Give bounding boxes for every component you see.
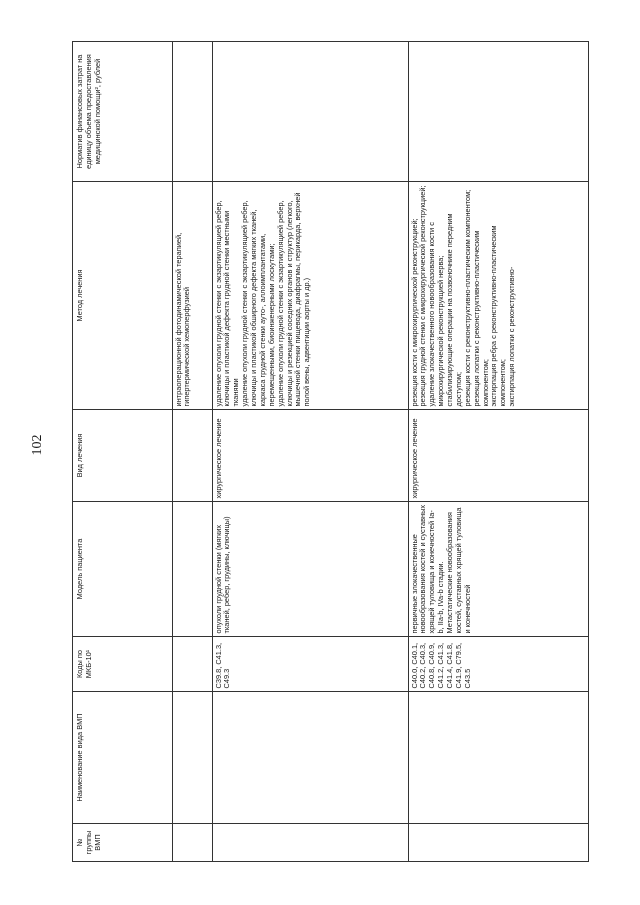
header-name: Наименование вида ВМП xyxy=(73,692,173,824)
method-item: стабилизирующие операции на позвоночнике передним доступом; xyxy=(445,213,463,407)
cell-model xyxy=(173,502,213,637)
method-item: резекция лопатки с реконструктивно-пластическим компонентом; xyxy=(471,230,490,407)
vmp-table xyxy=(72,41,589,862)
cell-method xyxy=(173,182,213,410)
cell-type: хирургическое лечение xyxy=(213,410,409,502)
cell-group xyxy=(409,824,589,862)
table-row xyxy=(173,42,213,862)
header-type: Вид лечения xyxy=(73,410,173,502)
cell-model: первичные злокачественные новообразования костей и суставных хрящей туловища и конечностей Ia-b, IIa-b, IVa-b стадии. Метастатические новообразования костей, суставных хрящей туловища и конечностей xyxy=(409,502,589,637)
page-number: 102 xyxy=(30,434,45,456)
cell-type xyxy=(173,410,213,502)
rotated-table-wrapper xyxy=(72,42,588,862)
header-model: Модель пациента xyxy=(73,502,173,637)
cell-group xyxy=(173,824,213,862)
table-header-row xyxy=(73,42,173,862)
cell-type: хирургическое лечение xyxy=(409,410,589,502)
cell-name xyxy=(409,692,589,824)
cell-method xyxy=(213,182,409,410)
header-group: № группы ВМП xyxy=(73,824,173,862)
method-item: интраоперационной фотодинамической терапией, гипертермической хемоперфузией xyxy=(173,232,192,407)
method-item: резекция грудной стенки с микрохирургической реконструкцией; xyxy=(418,185,428,407)
cell-name xyxy=(213,692,409,824)
method-item: экстирпация лопатки с реконструктивно- xyxy=(507,266,517,407)
cell-norm xyxy=(409,42,589,182)
cell-codes: C39.8, C41.3, C49.3 xyxy=(213,637,409,692)
method-item: удаление опухоли грудной стенки с экзартикуляцией ребер, ключицы и резекцией соседних органов и структур (легкого, мышечной стенки пищевода, диафрагмы, перикарда, верхней полой вены, адвентиции аорты и др.) xyxy=(275,192,312,407)
cell-name xyxy=(173,692,213,824)
method-item: резекция кости с реконструктивно-пластическим компонентом; xyxy=(462,189,472,407)
method-item: резекция кости с микрохирургической реконструкцией; xyxy=(409,218,419,407)
table-row xyxy=(409,42,589,862)
cell-codes: C40.0, C40.1, C40.2, C40.3, C40.8, C40.9, C41.2, C41.3, C41.4, C41.8, C41.9, C79.5, C43.5 xyxy=(409,637,589,692)
method-item: удаление опухоли грудной стенки с экзартикуляцией ребер, ключицы и пластикой дефекта грудной стенки местными тканями xyxy=(213,200,241,407)
header-norm: Норматив финансовых затрат на единицу объема предоставления медицинской помощи², рублей xyxy=(73,42,173,182)
table-row xyxy=(213,42,409,862)
header-codes: Коды по МКБ-10¹ xyxy=(73,637,173,692)
cell-norm xyxy=(173,42,213,182)
cell-method xyxy=(409,182,589,410)
cell-model: опухоли грудной стенки (мягких тканей, ребер, грудины, ключицы) xyxy=(213,502,409,637)
method-item: удаление опухоли грудной стенки с экзартикуляцией ребер, ключицы и пластикой обширного дефекта мягких тканей, каркаса грудной стенки ауто-, аллоимплантатами, перемещенными, биоинженерными лоскутами; xyxy=(240,200,276,407)
cell-norm xyxy=(213,42,409,182)
method-item: экстирпация ребра с реконструктивно-пластическим компонентом; xyxy=(489,225,508,407)
header-method: Метод лечения xyxy=(73,182,173,410)
method-item: удаление злокачественного новообразования кости с микрохирургической реконструкцией нерва; xyxy=(427,222,446,407)
cell-group xyxy=(213,824,409,862)
cell-codes xyxy=(173,637,213,692)
